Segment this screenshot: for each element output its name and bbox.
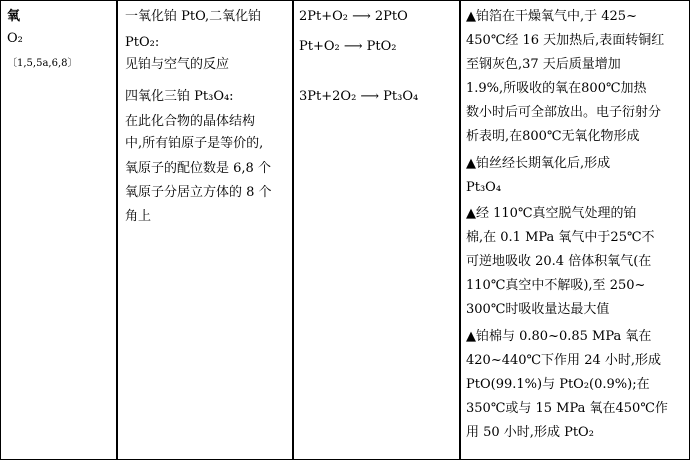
column-divider [292,0,294,460]
compound-text-line: 在此化合物的晶体结构 [125,114,256,129]
observation-line: 棉,在 0.1 MPa 氧气中于25℃不 [466,230,655,245]
observation-line: 用 50 小时,形成 PtO₂ [466,425,594,440]
observation-cell [466,0,688,460]
column-divider [116,0,118,460]
compound-text-line: PtO₂: [125,35,160,50]
observation-line: ▲铂棉与 0.80~0.85 MPa 氧在 [466,329,652,344]
element-cell [7,0,112,460]
reaction-equation: Pt+O₂ ⟶ PtO₂ [299,39,397,54]
compound-text-line: 氧原子的配位数是 6,8 个 [125,161,271,176]
observation-line: 至钢灰色,37 天后质量增加 [466,57,621,72]
element-name: 氧 [7,9,21,24]
reference-list: 〔1,5,5a,6,8〕 [7,58,78,69]
element-formula: O₂ [7,31,23,46]
compound-text-line: 氧原子分居立方体的 8 个 [125,185,272,200]
observation-line: 300℃时吸收量达最大值 [466,302,610,317]
observation-line: 420~440℃下作用 24 小时,形成 [466,353,662,368]
compound-text-line: 四氧化三铂 Pt₃O₄: [125,89,234,104]
observation-line: ▲铂丝经长期氧化后,形成 [466,156,611,171]
compound-text-line: 中,所有铂原子是等价的, [125,136,264,151]
observation-line: 数小时后可全部放出。电子衍射分 [466,105,662,120]
observation-line: ▲铂箔在干燥氧气中,于 425~ [466,9,637,24]
compound-cell [125,0,290,460]
observation-line: 1.9%,所吸收的氧在800℃加热 [466,81,647,96]
observation-line: PtO(99.1%)与 PtO₂(0.9%);在 [466,377,650,392]
observation-line: ▲经 110℃真空脱气处理的铂 [466,206,637,221]
observation-line: 450℃经 16 天加热后,表面转铜红 [466,33,665,48]
reaction-equation: 2Pt+O₂ ⟶ 2PtO [299,9,408,24]
compound-text-line: 一氧化铂 PtO,二氧化铂 [125,9,262,24]
column-divider [459,0,461,460]
observation-line: 可逆地吸收 20.4 倍体积氧气(在 [466,254,652,269]
observation-line: 析表明,在800℃无氧化物形成 [466,129,640,144]
observation-line: 350℃或与 15 MPa 氧在450℃作 [466,401,668,416]
observation-line: 110℃真空中不解吸),至 250~ [466,278,646,293]
observation-line: Pt₃O₄ [466,180,502,195]
compound-text-line: 见铂与空气的反应 [125,57,230,72]
compound-text-line: 角上 [125,209,152,224]
reaction-equation: 3Pt+2O₂ ⟶ Pt₃O₄ [299,89,419,104]
reaction-cell [299,0,457,460]
